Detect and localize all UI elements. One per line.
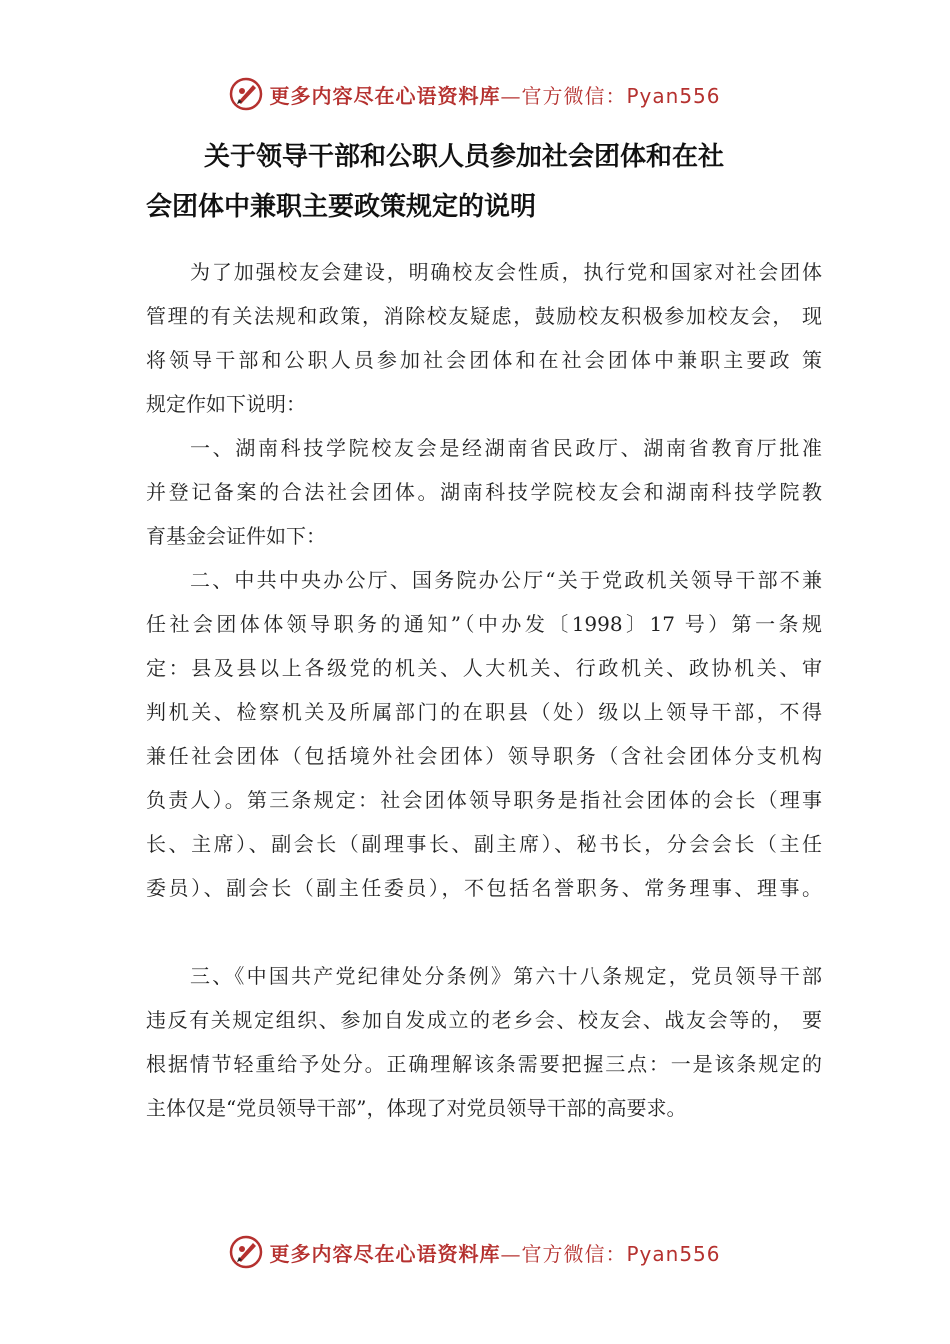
paragraph-line: 将领导干部和公职人员参加社会团体和在社会团体中兼职主要政 策 — [146, 348, 822, 372]
footer-banner — [0, 1232, 950, 1272]
paragraph-line: 为了加强校友会建设，明确校友会性质，执行党和国家对社会团体 — [190, 260, 822, 284]
paragraph-section-1 — [146, 426, 822, 558]
paragraph-line: 任社会团体体领导职务的通知”（中办发〔1998〕17 号）第一条规 — [146, 612, 822, 636]
paragraph-line: 三、《中国共产党纪律处分条例》第六十八条规定，党员领导干部 — [190, 964, 822, 988]
header-banner — [0, 74, 950, 114]
paragraph-line: 并登记备案的合法社会团体。湖南科技学院校友会和湖南科技学院教 — [146, 480, 822, 504]
library-name: 更多内容尽在心语资料库 — [269, 83, 501, 108]
paragraph-intro — [146, 250, 822, 426]
official-label: 官方微信： — [521, 83, 627, 108]
paragraph-line: 负责人）。第三条规定：社会团体领导职务是指社会团体的会长（理事 — [146, 788, 822, 812]
document-title — [146, 132, 826, 232]
paragraph-line: 规定作如下说明： — [146, 392, 306, 416]
paragraph-line: 二、中共中央办公厅、国务院办公厅“关于党政机关领导干部不兼 — [190, 568, 822, 592]
wechat-id: Pyan556 — [626, 83, 721, 108]
wechat-id: Pyan556 — [626, 1241, 721, 1266]
paragraph-line: 兼任社会团体（包括境外社会团体）领导职务（含社会团体分支机构 — [146, 744, 822, 768]
paragraph-line: 主体仅是“党员领导干部”，体现了对党员领导干部的高要求。 — [146, 1096, 687, 1120]
paragraph-line: 根据情节轻重给予处分。正确理解该条需要把握三点：一是该条规定的 — [146, 1052, 822, 1076]
paragraph-line: 一、湖南科技学院校友会是经湖南省民政厅、湖南省教育厅批准 — [190, 436, 822, 460]
paragraph-line: 长、主席）、副会长（副理事长、副主席）、秘书长，分会会长（主任 — [146, 832, 822, 856]
library-name: 更多内容尽在心语资料库 — [269, 1241, 501, 1266]
official-label: 官方微信： — [521, 1241, 627, 1266]
banner-text — [269, 80, 720, 109]
pen-logo-icon — [229, 1235, 263, 1269]
title-line-2: 会团体中兼职主要政策规定的说明 — [146, 192, 537, 222]
paragraph-line: 定：县及县以上各级党的机关、人大机关、行政机关、政协机关、审 — [146, 656, 822, 680]
paragraph-line: 判机关、检察机关及所属部门的在职县（处）级以上领导干部，不得 — [146, 700, 822, 724]
paragraph-section-2 — [146, 558, 822, 910]
banner-separator: — — [500, 1241, 522, 1266]
paragraph-section-3 — [146, 954, 822, 1130]
banner-text — [269, 1238, 720, 1267]
pen-logo-icon — [229, 77, 263, 111]
paragraph-line: 育基金会证件如下： — [146, 524, 326, 548]
banner-separator: — — [500, 83, 522, 108]
paragraph-line: 委员）、副会长（副主任委员），不包括名誉职务、常务理事、理事。 — [146, 876, 822, 900]
title-line-1: 关于领导干部和公职人员参加社会团体和在社 — [204, 142, 725, 172]
paragraph-line: 管理的有关法规和政策，消除校友疑虑，鼓励校友积极参加校友会， 现 — [146, 304, 822, 328]
paragraph-line: 违反有关规定组织、参加自发成立的老乡会、校友会、战友会等的， 要 — [146, 1008, 822, 1032]
